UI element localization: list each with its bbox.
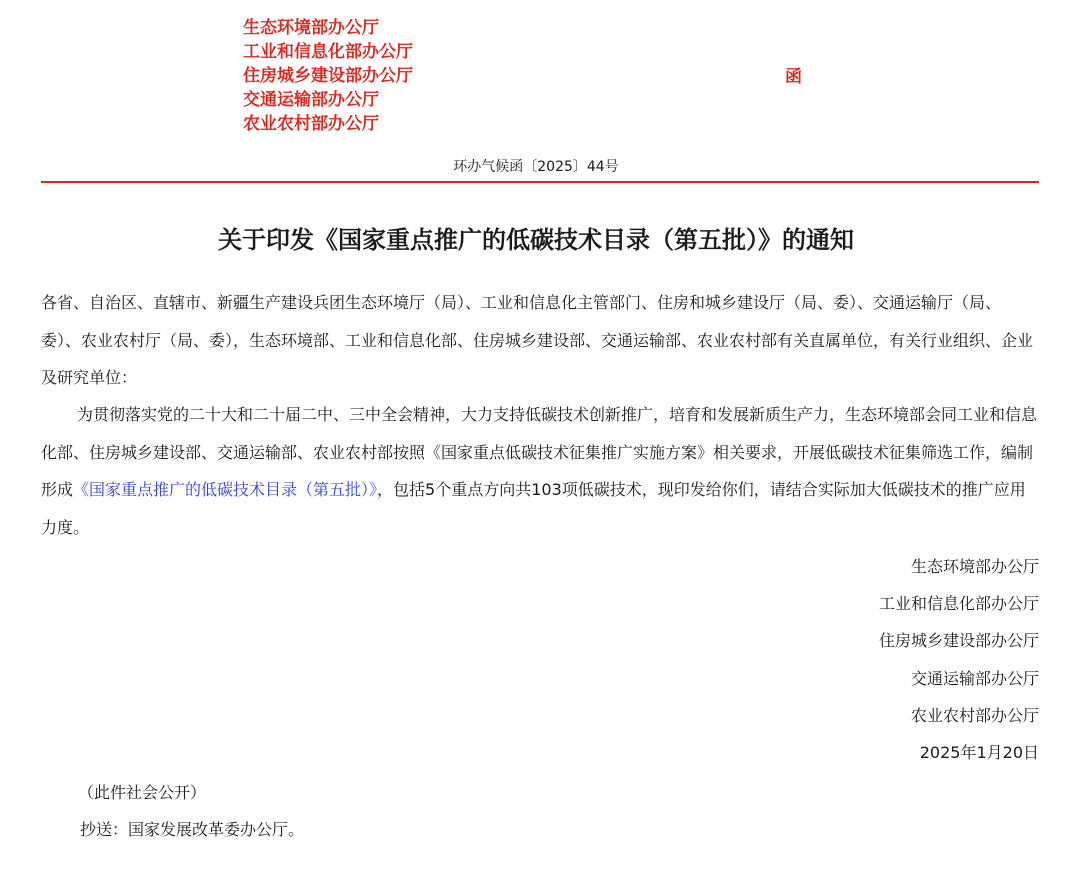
- issuer-name: 生态环境部办公厅: [243, 18, 379, 38]
- signature-issuer: 住房城乡建设部办公厅: [878, 631, 1039, 651]
- doc-type-mark: 函: [785, 67, 802, 87]
- signature-issuer: 农业农村部办公厅: [910, 705, 1039, 725]
- signature-block: [879, 548, 1039, 771]
- catalog-link[interactable]: 《国家重点推广的低碳技术目录（第五批）》: [73, 480, 378, 499]
- signature-issuer: 交通运输部办公厅: [910, 668, 1039, 688]
- cc-line: 抄送：国家发展改革委办公厅。: [80, 820, 305, 839]
- header-divider: [41, 181, 1039, 183]
- issuer-name: 工业和信息化部办公厅: [243, 42, 413, 62]
- issuer-name: 交通运输部办公厅: [243, 90, 379, 110]
- issuer-name: 住房城乡建设部办公厅: [243, 66, 413, 86]
- issuer-name: 农业农村部办公厅: [243, 114, 379, 134]
- addressees-paragraph: 各省、自治区、直辖市、新疆生产建设兵团生态环境厅（局）、工业和信息化主管部门、住房和城乡建设厅（局、委）、交通运输厅（局、委）、农业农村厅（局、委），生态环境部、工业和信息化部、住房城乡建设部、交通运输部、农业农村部有关直属单位，有关行业组织、企业及研究单位：: [41, 293, 1034, 387]
- paragraph-text-after-link: ，包括5个重点方向共103项低碳技术，现印发给你们，请结合实际加大低碳技术的推广应用力度。: [41, 480, 1026, 537]
- paragraph-text-before-link: 为贯彻落实党的二十大和二十届二中、三中全会精神，大力支持低碳技术创新推广，培育和发展新质生产力，生态环境部会同工业和信息化部、住房城乡建设部、交通运输部、农业农村部按照《国家重点低碳技术征集推广实施方案》相关要求，开展低碳技术征集筛选工作，编制形成: [41, 405, 1038, 499]
- signature-issuer: 工业和信息化部办公厅: [878, 594, 1039, 614]
- document-title: 关于印发《国家重点推广的低碳技术目录（第五批）》的通知: [218, 226, 854, 254]
- public-disclosure-note: （此件社会公开）: [78, 783, 207, 802]
- body-paragraph: [41, 396, 1039, 546]
- issuer-block: [243, 16, 413, 136]
- signature-date: 2025年1月20日: [919, 743, 1039, 763]
- signature-issuer: 生态环境部办公厅: [910, 557, 1039, 576]
- document-number: 环办气候函〔2025〕44号: [453, 159, 619, 175]
